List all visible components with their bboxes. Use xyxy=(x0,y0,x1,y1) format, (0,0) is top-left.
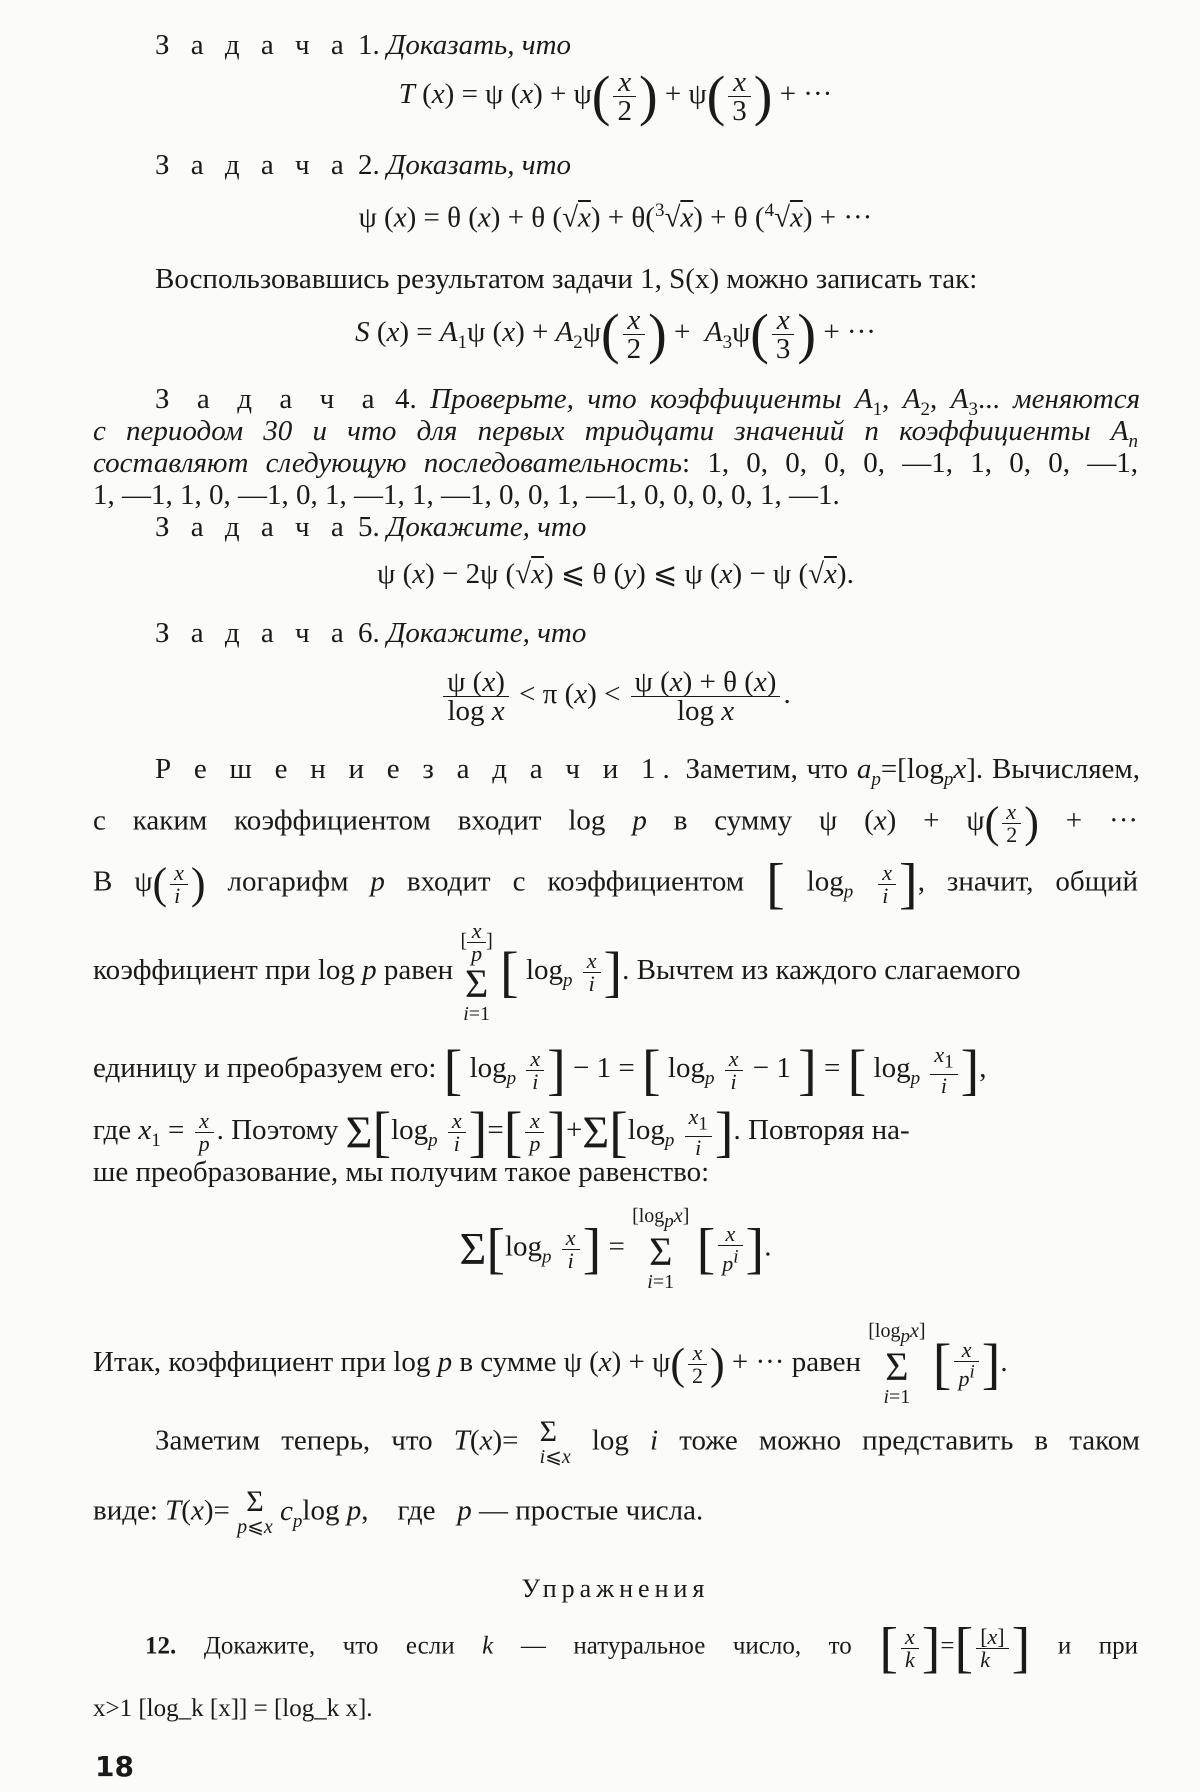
problem-4-line-3: составляют следующую последовательность: 1, 0, 0, 0, 0, —1, 1, 0, 0, —1, xyxy=(93,447,1138,479)
problem-6-heading: З а д а ч а 6. Докажите, что xyxy=(155,617,587,649)
problem-4-line-2: с периодом 30 и что для первых тридцати значений n коэффициенты $A_n$ xyxy=(93,415,1139,452)
problem-2-formula: ψ (x) = θ (x) + θ (√x) + θ($^3$√x) + θ ($^4$√x) + ··· xyxy=(358,200,873,234)
s-intro: Воспользовавшись результатом задачи 1, S(x) можно записать так: xyxy=(155,263,978,295)
solution-line-10: виде: T(x)= Σ p⩽x $c_p\log$ p, где p — простые числа. xyxy=(93,1485,704,1538)
exercise-12-line-2: x>1 [log_k [x]] = [log_k x]. xyxy=(93,1695,373,1722)
solution-line-5: единицу и преобразуем его: [ $\log_p$ $\frac{x}{i}$ ] − 1 = [ $\log_p$ $\frac{x}{i}$ − 1 ] = [ $\log_p$ $\frac{x_1}{i}$ ], xyxy=(93,1039,987,1102)
s-formula: S $(x) = A_1\psi$ $(x) + A_2\psi$( $\frac{x}{2}$ ) + $A_3\psi$( $\frac{x}{3}$ ) + ··· xyxy=(355,303,876,366)
solution-line-3: В ψ( $\frac{x}{i}$ ) логарифм p входит с коэффициентом [ $\log_p$ $\frac{x}{i}$ ], значит, общий xyxy=(93,853,1139,915)
problem-5-heading: З а д а ч а 5. Докажите, что xyxy=(155,511,587,543)
problem-1-heading: З а д а ч а 1. Доказать, что xyxy=(155,29,572,61)
exercises-heading: Упражнения xyxy=(521,1574,710,1603)
solution-equality: $\Sigma[\log_p$ $\frac{x}{i}$ ] = $[\log_px]$ Σ i=1 [ $\frac{x}{p^i}$ ]. xyxy=(459,1205,772,1293)
page-number: 18 xyxy=(95,1750,134,1783)
exercise-12-line-1: 12. Докажите, что если k — натуральное число, то [ $\frac{x}{k}$ ]=[ $\frac{[x]}{k}$ ] и при xyxy=(145,1617,1139,1679)
solution-line-9: Заметим теперь, что T(x)= Σ i⩽x log i тоже можно представить в таком xyxy=(155,1415,1141,1468)
problem-4-line-1: З а д а ч а 4. Проверьте, что коэффициенты $A_1$, $A_2$, $A_3$... меняются xyxy=(155,383,1141,420)
problem-5-formula: ψ (x) − 2ψ (√x) ⩽ θ (y) ⩽ ψ (x) − ψ (√x). xyxy=(377,558,854,590)
solution-line-6: где $x_1$ = $\frac{x}{p}$ . Поэтому $\Sigma[\log_p$ $\frac{x}{i}$ ]=[ $\frac{x}{p}$ ]$+\Sigma[\log_p$ $\frac{x_1}{i}$ ]. Повторяя на- xyxy=(93,1101,910,1164)
problem-1-formula: T (x) = ψ (x) + ψ( $\frac{x}{2}$ ) + ψ( $\frac{x}{3}$ ) + ··· xyxy=(398,65,833,128)
solution-line-4: коэффициент при log p равен [ $\frac{x}{p}$ ] Σ i=1 [ $\log_p$ $\frac{x}{i}$ ]. Вычтем из каждого слагаемого xyxy=(93,917,1021,1025)
problem-2-heading: З а д а ч а 2. Доказать, что xyxy=(155,149,572,181)
solution-line-7: ше преобразование, мы получим такое равенство: xyxy=(93,1156,710,1188)
solution-line-2: с каким коэффициентом входит log p в сумму ψ (x) + ψ( $\frac{x}{2}$ ) + ··· xyxy=(93,798,1139,847)
problem-6-formula: $\frac{\psi (x)}{\text{log x}}$ < π (x) < $\frac{\psi (x) + \theta (x)}{\text{log x}}$ . xyxy=(93,668,1138,725)
solution-line-1: Р е ш е н и е з а д а ч и 1. Заметим, что $a_p=[\log_px]$. Вычисляем, xyxy=(155,753,1141,790)
problem-4-line-4: 1, —1, 1, 0, —1, 0, 1, —1, 1, —1, 0, 0, 1, —1, 0, 0, 0, 0, 1, —1. xyxy=(93,479,840,511)
solution-line-8: Итак, коэффициент при log p в сумме ψ (x) + ψ( $\frac{x}{2}$ ) + ··· равен $[\log_px]$ Σ i=1 [ $\frac{x}{p^i}$ ]. xyxy=(93,1320,1008,1409)
